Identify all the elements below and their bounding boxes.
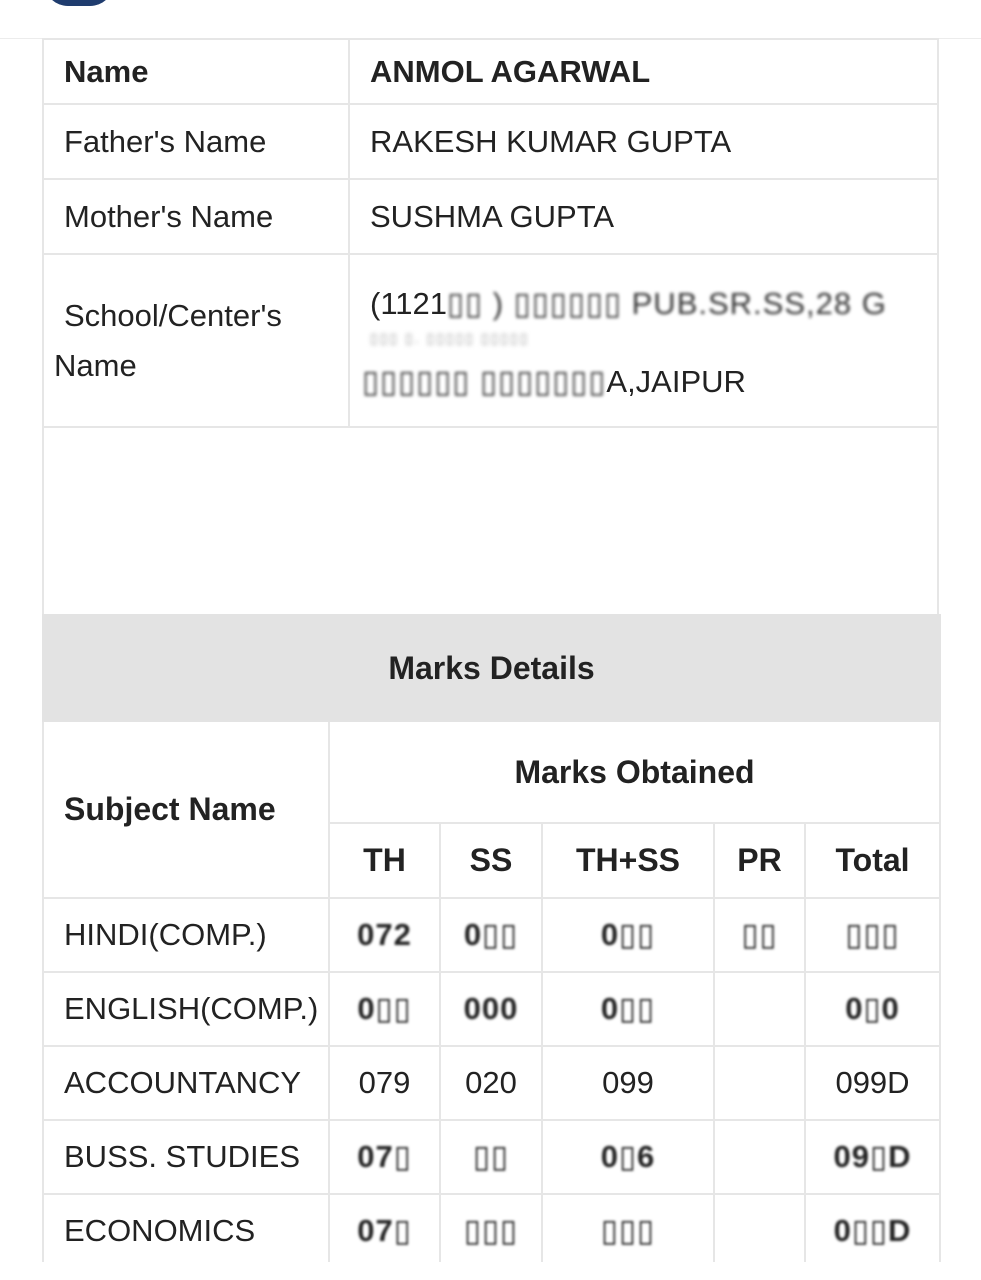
total-mark: 099D [805,1046,940,1120]
ss-mark: ▯▯ [440,1120,542,1194]
subject-name: ENGLISH(COMP.) [43,972,329,1046]
school-name-obscured: ▯▯ ) ▯▯▯▯▯▯ PUB.SR.SS,28 G [447,285,887,321]
name-row [43,39,938,104]
th-ss-mark: 099 [542,1046,714,1120]
student-info-table [42,38,939,620]
father-name-row [43,104,938,179]
th-mark: 07▯ [329,1194,440,1268]
th-ss-mark: 0▯6 [542,1120,714,1194]
total-mark: ▯▯▯ [805,898,940,972]
th-ss-mark: 0▯▯ [542,972,714,1046]
ss-mark: 0▯▯ [440,898,542,972]
table-row [43,1120,940,1194]
subject-name-header: Subject Name [43,721,329,898]
pr-mark [714,1120,805,1194]
th-mark: 0▯▯ [329,972,440,1046]
father-name-value: RAKESH KUMAR GUPTA [349,104,938,179]
ss-mark: 020 [440,1046,542,1120]
bottom-crop [0,1262,981,1280]
marks-obtained-header: Marks Obtained [329,721,940,823]
ss-mark: 000 [440,972,542,1046]
subject-name: HINDI(COMP.) [43,898,329,972]
school-label-line2: Name [54,347,137,383]
school-value-line1 [370,278,937,330]
th-mark: 072 [329,898,440,972]
name-label: Name [43,39,349,104]
marks-heading-row [43,615,940,721]
top-bar [0,0,981,39]
th-ss-mark: 0▯▯ [542,898,714,972]
th-header: TH [329,823,440,898]
school-value-line2: ▯▯▯ ▯. ▯▯▯▯▯ ▯▯▯▯▯ [370,329,530,346]
subject-name: BUSS. STUDIES [43,1120,329,1194]
marks-table [42,614,941,1269]
school-value-line3 [362,360,937,404]
table-row [43,972,940,1046]
ss-mark: ▯▯▯ [440,1194,542,1268]
total-mark: 0▯0 [805,972,940,1046]
pr-header: PR [714,823,805,898]
blank-row [43,427,938,619]
school-label-line1: School/Center's [64,297,282,333]
marks-details-title: Marks Details [43,615,940,721]
ss-header: SS [440,823,542,898]
pr-mark [714,1194,805,1268]
pr-mark: ▯▯ [714,898,805,972]
mother-name-label: Mother's Name [43,179,349,254]
mother-name-value: SUSHMA GUPTA [349,179,938,254]
mother-name-row [43,179,938,254]
th-ss-mark: ▯▯▯ [542,1194,714,1268]
pr-mark [714,972,805,1046]
table-row [43,898,940,972]
logo [44,0,114,6]
total-mark: 0▯▯D [805,1194,940,1268]
table-row [43,1194,940,1268]
subject-name: ACCOUNTANCY [43,1046,329,1120]
school-city: A,JAIPUR [606,363,746,399]
school-name-row [43,254,938,427]
table-row [43,1046,940,1120]
school-name-label [43,254,349,427]
total-header: Total [805,823,940,898]
marks-header-row [43,721,940,823]
blank-cell [43,427,938,619]
subject-name: ECONOMICS [43,1194,329,1268]
school-address-obscured: ▯▯▯▯▯▯ ▯▯▯▯▯▯▯ [362,363,607,399]
school-code-prefix: (1121 [370,285,447,321]
th-mark: 079 [329,1046,440,1120]
father-name-label: Father's Name [43,104,349,179]
pr-mark [714,1046,805,1120]
th-ss-header: TH+SS [542,823,714,898]
total-mark: 09▯D [805,1120,940,1194]
th-mark: 07▯ [329,1120,440,1194]
name-value: ANMOL AGARWAL [349,39,938,104]
school-name-value [349,254,938,427]
